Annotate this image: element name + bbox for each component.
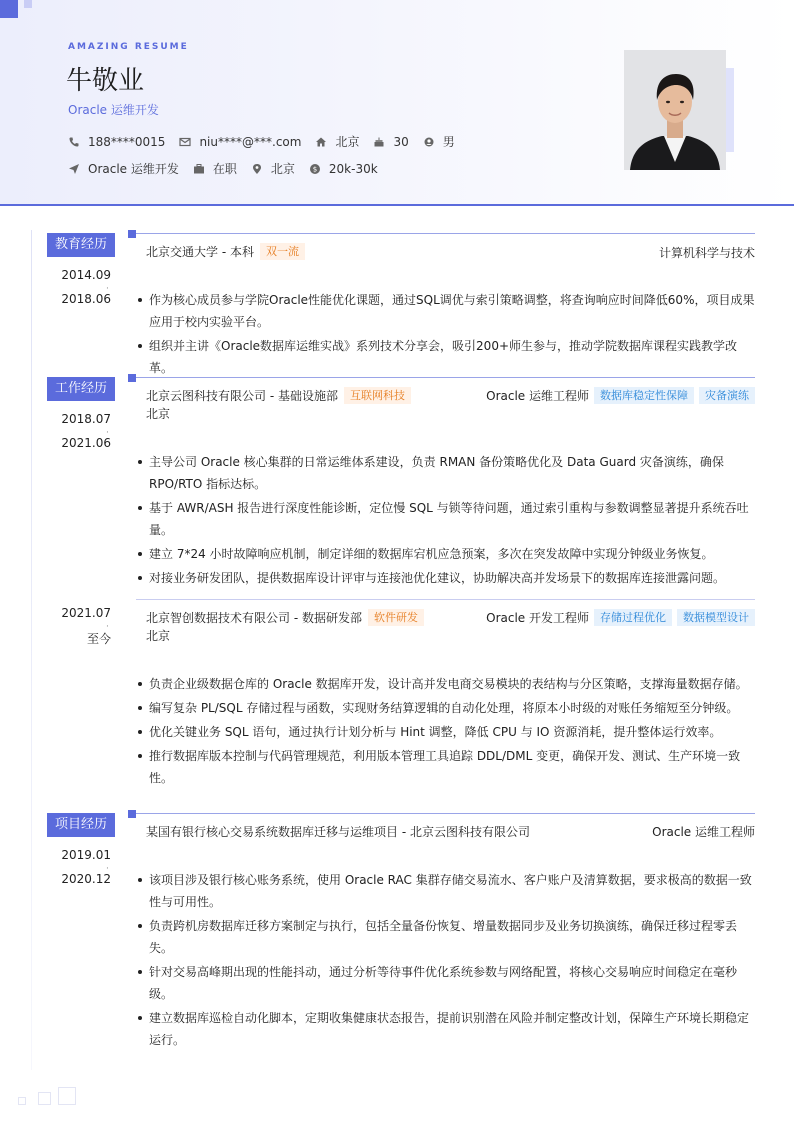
- date-separator: ·: [106, 864, 109, 874]
- phone-text: 188****0015: [88, 134, 166, 149]
- job1-location: 北京: [146, 407, 171, 421]
- list-item: 建立 7*24 小时故障响应机制，制定详细的数据库宕机应急预案，多次在突发故障中实现分钟级业务恢复。: [136, 543, 756, 565]
- intention-row: [68, 160, 392, 177]
- candidate-name: 牛敬业: [66, 66, 145, 96]
- location-pin-icon: [251, 163, 263, 175]
- salary-info: [309, 162, 378, 176]
- cake-icon: [373, 136, 385, 148]
- project-bullets: [136, 869, 756, 1053]
- salary-icon: [309, 163, 321, 175]
- briefcase-icon: [193, 163, 205, 175]
- status-text: 在职: [212, 162, 237, 176]
- section-marker: [128, 230, 136, 238]
- section-marker: [128, 374, 136, 382]
- job-intention: Oracle 运维开发: [68, 103, 159, 117]
- project-name: 某国有银行核心交易系统数据库迁移与运维项目 - 北京云图科技有限公司: [146, 825, 530, 839]
- job2-company: 北京智创数据技术有限公司 - 数据研发部: [146, 611, 362, 625]
- job1-end-date: 2021.06: [61, 436, 111, 450]
- residence-text: 北京: [335, 135, 360, 149]
- phone-info: [68, 135, 165, 149]
- decor-square: [38, 1092, 51, 1105]
- decor-square: [18, 1097, 26, 1105]
- job2-role-tag: 数据模型设计: [677, 609, 755, 626]
- job1-company: 北京云图科技有限公司 - 基础设施部: [146, 389, 338, 403]
- list-item: 建立数据库巡检自动化脚本，定期收集健康状态报告，提前识别潜在风险并制定整改计划，保障生产环境长期稳定运行。: [136, 1007, 756, 1051]
- project-role-text: Oracle 运维工程师: [652, 825, 755, 839]
- job1-title: [146, 387, 411, 404]
- gender-text: 男: [442, 135, 455, 149]
- phone-icon: [68, 136, 80, 148]
- major-text: 计算机科学与技术: [658, 246, 755, 260]
- job2-role: [486, 609, 755, 626]
- section-label-work: 工作经历: [47, 377, 115, 401]
- svg-text:$: $: [312, 165, 318, 174]
- job2-title: [146, 609, 424, 626]
- mail-icon: [179, 136, 191, 148]
- email-info: [179, 135, 301, 149]
- job1-role-tag: 灾备演练: [699, 387, 755, 404]
- job1-role-tag: 数据库稳定性保障: [594, 387, 694, 404]
- target-position-info: [68, 160, 179, 177]
- list-item: 针对交易高峰期出现的性能抖动，通过分析等待事件优化系统参数与网络配置，将核心交易响应时间稳定在毫秒级。: [136, 961, 756, 1005]
- home-icon: [315, 136, 327, 148]
- section-label-education: 教育经历: [47, 233, 115, 257]
- date-separator: ·: [106, 622, 109, 632]
- job1-start-date: 2018.07: [61, 412, 111, 426]
- entry-divider: [136, 599, 755, 600]
- resume-kicker: AMAZING RESUME: [68, 42, 189, 52]
- school-tag: 双一流: [260, 243, 305, 260]
- school-degree: 北京交通大学 - 本科: [146, 245, 254, 259]
- job1-role-text: Oracle 运维工程师: [486, 389, 589, 403]
- age-text: 30: [393, 134, 409, 149]
- section-label-project: 项目经历: [47, 813, 115, 837]
- job2-location: 北京: [146, 629, 171, 643]
- list-item: 负责跨机房数据库迁移方案制定与执行，包括全量备份恢复、增量数据同步及业务切换演练，确保迁移过程零丢失。: [136, 915, 756, 959]
- project-start-date: 2019.01: [61, 848, 111, 862]
- timeline-line: [31, 230, 32, 1070]
- list-item: 作为核心成员参与学院Oracle性能优化课题，通过SQL调优与索引策略调整，将查询响应时间降低60%，项目成果应用于校内实验平台。: [136, 289, 756, 333]
- profile-photo-image: [624, 50, 726, 170]
- project-role: [652, 823, 755, 840]
- job1-company-tag: 互联网科技: [344, 387, 411, 404]
- list-item: 组织并主讲《Oracle数据库运维实战》系列技术分享会，吸引200+师生参与，推动学院数据库课程实践教学改革。: [136, 335, 756, 379]
- residence-info: [315, 133, 359, 150]
- job2-company-tag: 软件研发: [368, 609, 424, 626]
- gender-info: [423, 133, 455, 150]
- list-item: 基于 AWR/ASH 报告进行深度性能诊断，定位慢 SQL 与锁等待问题，通过索引重构与参数调整显著提升系统吞吐量。: [136, 497, 756, 541]
- salary-text: 20k-30k: [328, 161, 378, 176]
- section-divider: [136, 377, 755, 378]
- job2-bullets: [136, 673, 756, 791]
- education-bullets: [136, 289, 756, 381]
- job2-role-tag: 存储过程优化: [594, 609, 672, 626]
- send-icon: [68, 163, 80, 175]
- project-title: [146, 823, 530, 840]
- list-item: 对接业务研发团队，提供数据库设计评审与连接池优化建议，协助解决高并发场景下的数据库连接泄露问题。: [136, 567, 756, 589]
- target-city-text: 北京: [270, 162, 295, 176]
- job1-bullets: [136, 451, 756, 591]
- contact-row: [68, 133, 469, 150]
- decor-square: [58, 1087, 76, 1105]
- section-divider: [136, 233, 755, 234]
- job2-role-text: Oracle 开发工程师: [486, 611, 589, 625]
- list-item: 负责企业级数据仓库的 Oracle 数据库开发，设计高并发电商交易模块的表结构与分区策略，支撑海量数据存储。: [136, 673, 756, 695]
- date-separator: ·: [106, 428, 109, 438]
- decor-square: [0, 0, 18, 18]
- education-major: [659, 244, 755, 261]
- education-title: [146, 243, 305, 260]
- job1-role: [486, 387, 755, 404]
- list-item: 优化关键业务 SQL 语句，通过执行计划分析与 Hint 调整，降低 CPU 与 IO 资源消耗，提升整体运行效率。: [136, 721, 756, 743]
- education-end-date: 2018.06: [61, 292, 111, 306]
- list-item: 该项目涉及银行核心账务系统，使用 Oracle RAC 集群存储交易流水、客户账户及清算数据，要求极高的数据一致性与可用性。: [136, 869, 756, 913]
- decor-square-small: [24, 0, 32, 8]
- section-divider: [136, 813, 755, 814]
- age-info: [373, 135, 408, 149]
- project-end-date: 2020.12: [61, 872, 111, 886]
- list-item: 推行数据库版本控制与代码管理规范，利用版本管理工具追踪 DDL/DML 变更，确保开发、测试、生产环境一致性。: [136, 745, 756, 789]
- section-marker: [128, 810, 136, 818]
- profile-photo: [624, 50, 726, 170]
- target-position-text: Oracle 运维开发: [88, 162, 179, 176]
- list-item: 编写复杂 PL/SQL 存储过程与函数，实现财务结算逻辑的自动化处理，将原本小时级的对账任务缩短至分钟级。: [136, 697, 756, 719]
- list-item: 主导公司 Oracle 核心集群的日常运维体系建设，负责 RMAN 备份策略优化及 Data Guard 灾备演练，确保 RPO/RTO 指标达标。: [136, 451, 756, 495]
- date-separator: ·: [106, 284, 109, 294]
- job2-start-date: 2021.07: [61, 606, 111, 620]
- status-info: [193, 160, 237, 177]
- education-start-date: 2014.09: [61, 268, 111, 282]
- gender-icon: [423, 136, 435, 148]
- job2-end-date: 至今: [86, 632, 111, 646]
- target-city-info: [251, 160, 295, 177]
- email-text: niu****@***.com: [199, 134, 302, 149]
